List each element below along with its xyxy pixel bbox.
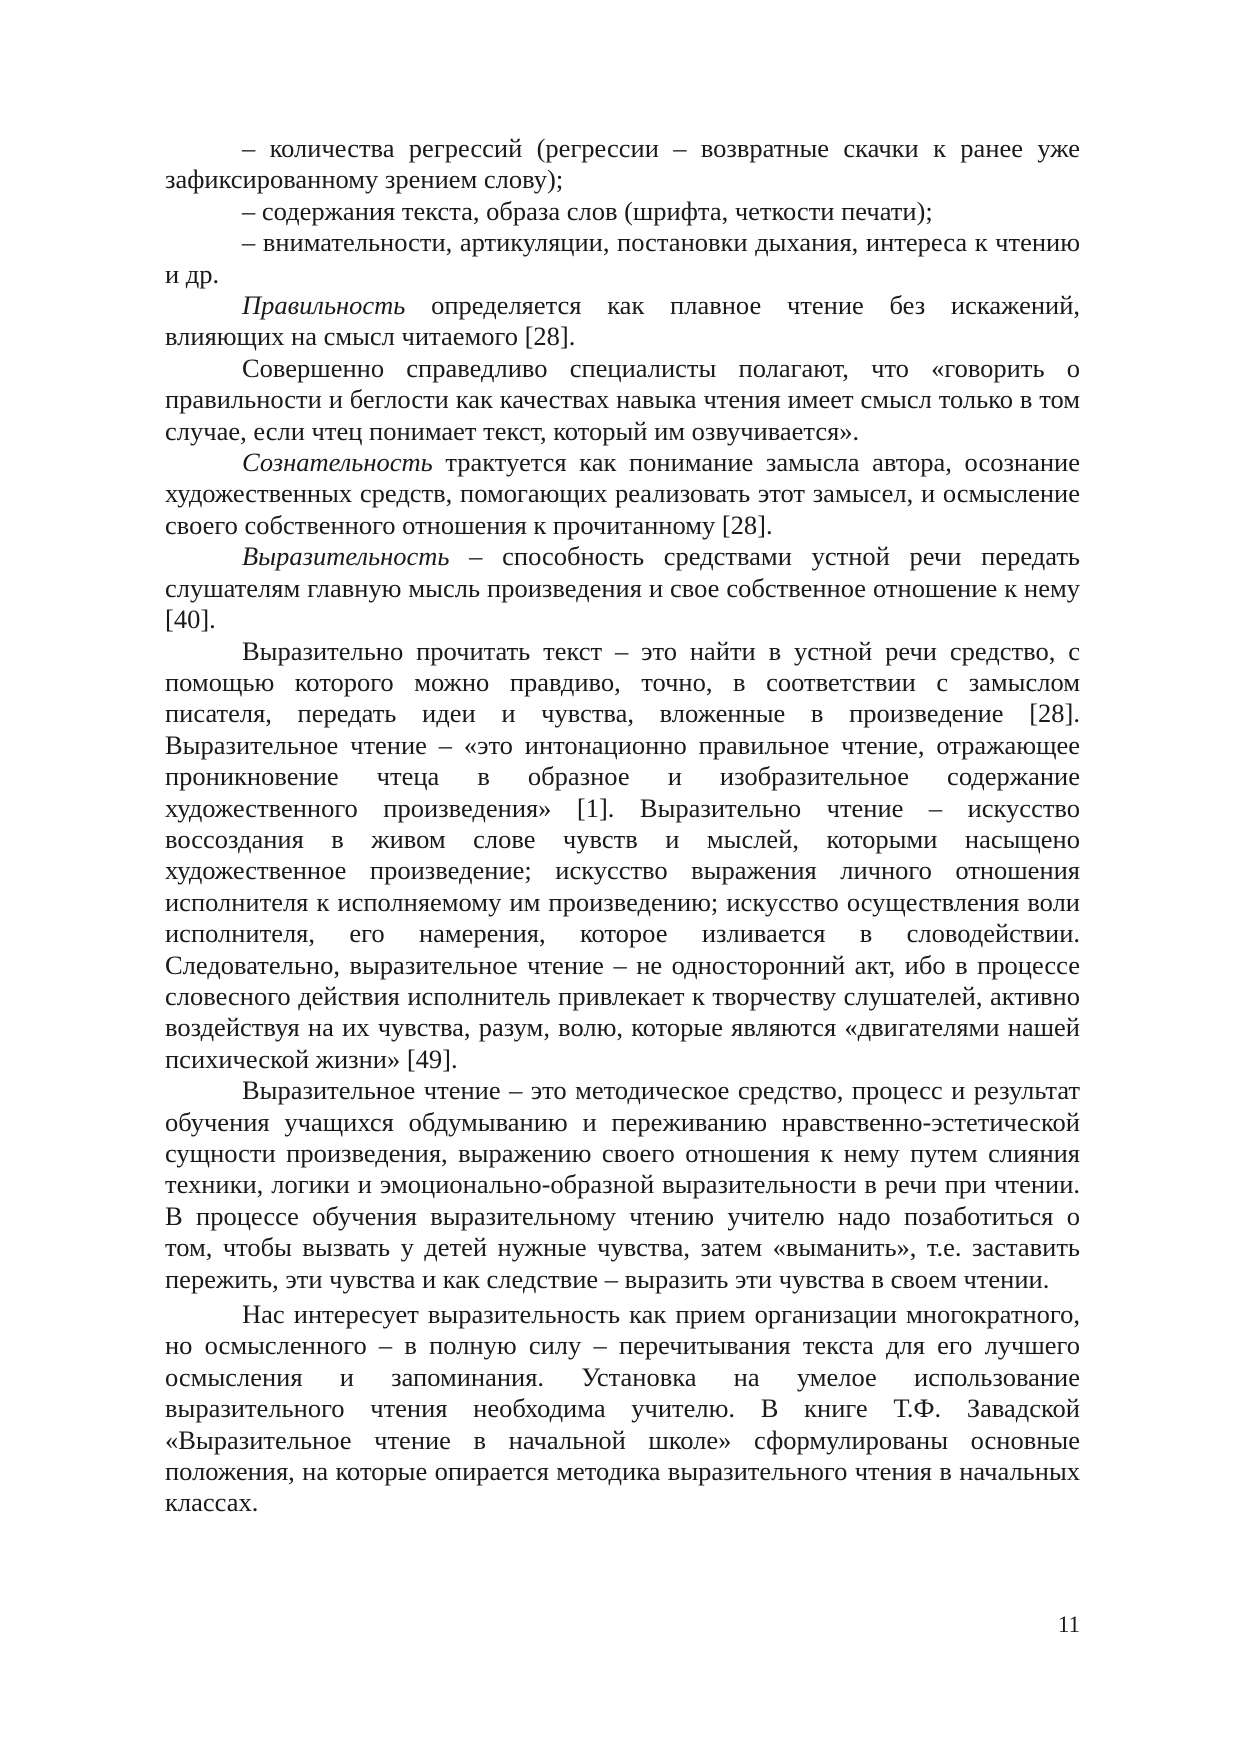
page-number: 11 bbox=[1057, 1612, 1080, 1637]
term-pravilnost: Правильность bbox=[242, 290, 406, 321]
paragraph bbox=[165, 541, 1080, 635]
paragraph: Выразительное чтение – это методическое средство, процесс и результат обучения учащихся обдумыванию и переживанию нравственно-эстетической сущности произведения, выражению своего отношения к нему путем слияния техники, логики и эмоционально-образной выразительности в речи при чтении. В процессе обучения выразительному чтению учителю надо позаботиться о том, чтобы вызвать у детей нужные чувства, затем «выманить», т.е. заставить пережить, эти чувства и как следствие – выразить эти чувства в своем чтении. bbox=[165, 1075, 1080, 1294]
paragraph: – количества регрессий (регрессии – возвратные скачки к ранее уже зафиксированному зрением слову); bbox=[165, 133, 1080, 195]
paragraph: Выразительно прочитать текст – это найти в устной речи средство, с помощью которого можно правдиво, точно, в соответствии с замыслом писателя, передать идеи и чувства, вложенные в произведение [28]. Выразительное чтение – «это интонационно правильное чтение, отражающее проникновение чтеца в образное и изобразительное содержание художественного произведения» [1]. Выразительно чтение – искусство воссоздания в живом слове чувств и мыслей, которыми насыщено художественное произведение; искусство выражения личного отношения исполнителя к исполняемому им произведению; искусство осуществления воли исполнителя, его намерения, которое изливается в словодействии. Следовательно, выразительное чтение – не односторонний акт, ибо в процессе словесного действия исполнитель привлекает к творчеству слушателей, активно воздействуя на их чувства, разум, волю, которые являются «двигателями нашей психической жизни» [49]. bbox=[165, 635, 1080, 1074]
definition-text: – способность средствами устной речи передать слушателям главную мысль произведения и свое собственное отношение к нему [40]. bbox=[165, 541, 1080, 635]
definition-text: трактуется как понимание замысла автора, осознание художественных средств, помогающих реализовать этот замысел, и осмысление своего собственного отношения к прочитанному [28]. bbox=[165, 447, 1080, 540]
term-soznatelnost: Сознательность bbox=[242, 447, 433, 478]
paragraph: – содержания текста, образа слов (шрифта, четкости печати); bbox=[242, 195, 933, 226]
paragraph: Нас интересует выразительность как прием организации многократного, но осмысленного – в полную силу – перечитывания текста для его лучшего осмысления и запоминания. Установка на умелое использование выразительного чтения необходима учителю. В книге Т.Ф. Завадской «Выразительное чтение в начальной школе» сформулированы основные положения, на которые опирается методика выразительного чтения в начальных классах. bbox=[165, 1299, 1080, 1518]
paragraph: – внимательности, артикуляции, постановки дыхания, интереса к чтению и др. bbox=[165, 227, 1080, 289]
page-body bbox=[165, 133, 1080, 1519]
paragraph bbox=[165, 447, 1080, 541]
definition-text: определяется как плавное чтение без искажений, влияющих на смысл читаемого [28]. bbox=[165, 290, 1080, 352]
term-vyrazitelnost: Выразительность bbox=[242, 541, 450, 572]
paragraph: Совершенно справедливо специалисты полагают, что «говорить о правильности и беглости как качествах навыка чтения имеет смысл только в том случае, если чтец понимает текст, который им озвучивается». bbox=[165, 352, 1080, 446]
paragraph bbox=[165, 290, 1080, 353]
